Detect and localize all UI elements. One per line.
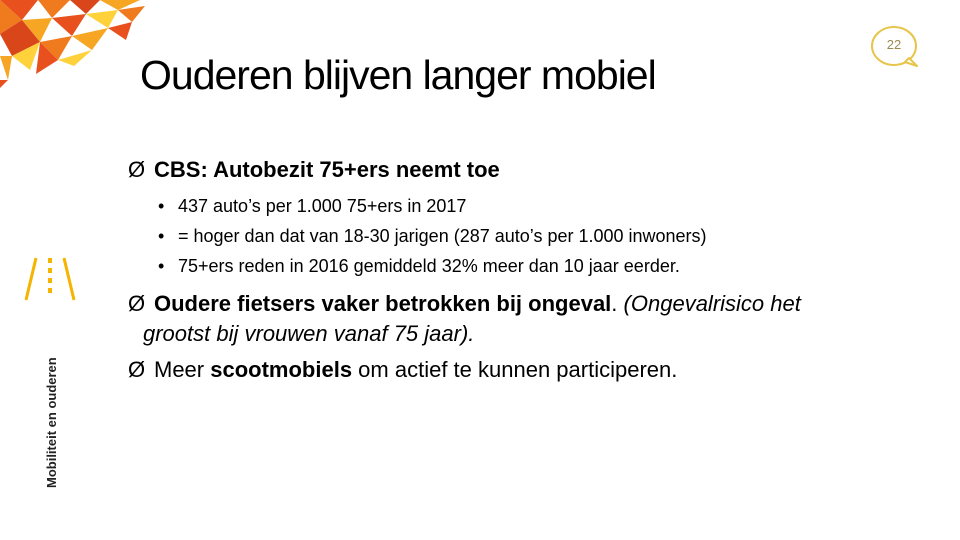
page-number: 22 [886,37,902,52]
list-item: • = hoger dan dat van 18-30 jarigen (287 auto’s per 1.000 inwoners) [158,221,948,251]
section-cbs-heading: CBS: Autobezit 75+ers neemt toe [154,157,500,182]
side-label: Mobiliteit en ouderen [44,357,59,488]
dot-bullet-icon: • [158,256,165,276]
scootmobiels-bold-text: scootmobiels [210,357,353,382]
arrow-bullet-icon: Ø [128,291,146,316]
section-scootmobiels: Ø Meer scootmobiels om actief te kunnen participeren. [128,355,948,385]
section-fietsers-continued: grootst bij vrouwen vanaf 75 jaar). [143,321,475,346]
list-item: • 75+ers reden in 2016 gemiddeld 32% meer dan 10 jaar eerder. [158,251,948,281]
section-cbs-list [128,191,948,281]
fietsers-italic-text: (Ongevalrisico het [623,291,801,316]
page-title: Ouderen blijven langer mobiel [140,52,656,98]
section-fietsers: Ø Oudere fietsers vaker betrokken bij ongeval. (Ongevalrisico het [128,289,948,319]
arrow-bullet-icon: Ø [128,357,146,382]
logo-icon [20,254,80,306]
dot-bullet-icon: • [158,226,165,246]
decorative-mosaic-icon [0,0,160,90]
arrow-bullet-icon: Ø [128,157,146,182]
list-item: • 437 auto’s per 1.000 75+ers in 2017 [158,191,948,221]
content [128,155,948,385]
dot-bullet-icon: • [158,196,165,216]
fietsers-bold-text: Oudere fietsers vaker betrokken bij ongeval [154,291,612,316]
section-cbs [128,155,948,185]
